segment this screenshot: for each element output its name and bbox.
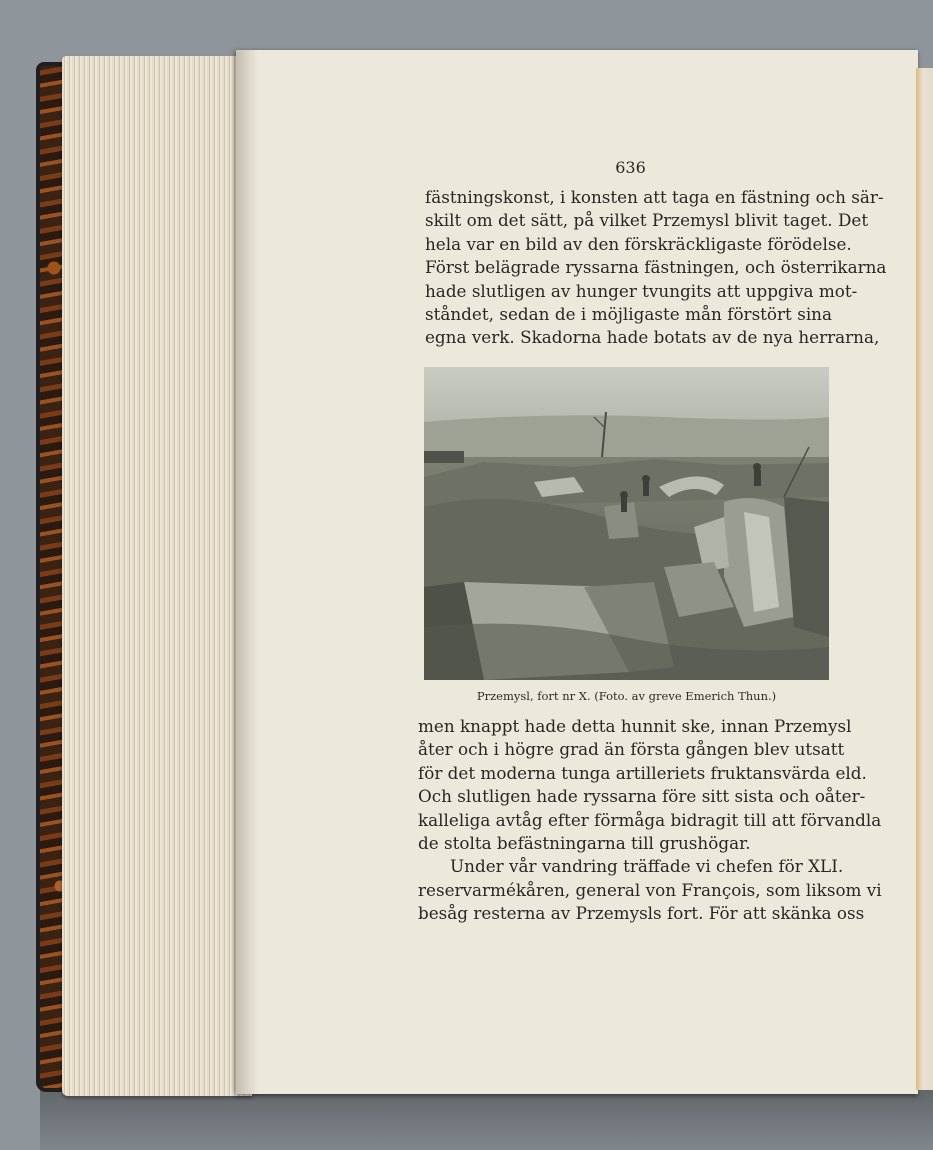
text-line: men knappt hade detta hunnit ske, innan Przemysl	[418, 716, 852, 736]
text-line: hade slutligen av hunger tvungits att uppgiva mot-	[425, 280, 858, 301]
fort-ruins-photo	[424, 367, 829, 680]
page-edges	[62, 56, 252, 1096]
paragraph-1	[425, 186, 887, 350]
text-line: besåg resterna av Przemysls fort. För att skänka oss	[418, 903, 865, 924]
photo-caption: Przemysl, fort nr X. (Foto. av greve Emerich Thun.)	[476, 689, 777, 703]
text-line: de stolta befästningarna till grushögar.	[418, 833, 751, 854]
text-line: för det moderna tunga artilleriets fruktansvärda eld.	[418, 762, 867, 783]
text-line: reservarmékåren, general von François, som liksom vi	[418, 879, 882, 900]
text-line: fästningskonst, i konsten att taga en fästning och sär-	[425, 187, 884, 207]
text-line: hela var en bild av den förskräckligaste förödelse.	[425, 233, 852, 254]
next-page-edge	[916, 68, 933, 1090]
text-line: Under vår vandring träffade vi chefen för XLI.	[450, 856, 844, 877]
paragraph-2	[418, 715, 882, 926]
text-line: kalleliga avtåg efter förmåga bidragit till att förvandla	[418, 809, 882, 830]
page-gutter	[236, 50, 258, 1094]
text-line: skilt om det sätt, på vilket Przemysl blivit taget. Det	[425, 210, 869, 231]
text-line: Och slutligen hade ryssarna före sitt sista och oåter-	[418, 786, 866, 807]
text-line: åter och i högre grad än första gången blev utsatt	[418, 739, 845, 760]
text-line: Först belägrade ryssarna fästningen, och österrikarna	[425, 257, 887, 278]
page-number: 636	[615, 158, 646, 177]
text-line: egna verk. Skadorna hade botats av de nya herrarna,	[425, 327, 880, 348]
text-line: ståndet, sedan de i möjligaste mån förstört sina	[425, 304, 832, 325]
